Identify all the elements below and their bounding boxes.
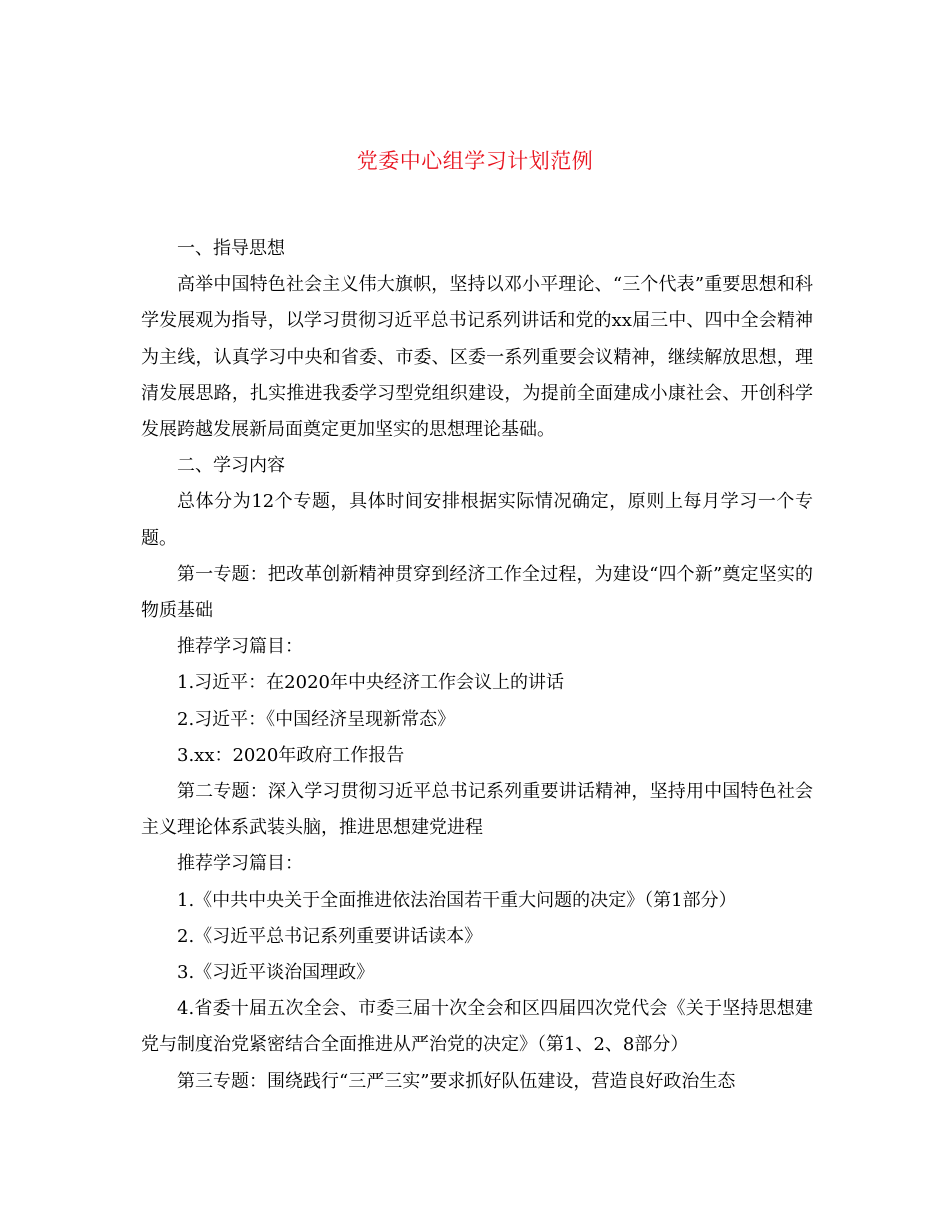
reading-item: 3.《习近平谈治国理政》	[177, 962, 375, 984]
topic-2-heading: 第二专题：深入学习贯彻习近平总书记系列重要讲话精神，坚持用中国特色社会主义理论体系武装头脑，推进思想建党进程	[141, 781, 813, 839]
paragraph-overview: 总体分为12个专题，具体时间安排根据实际情况确定，原则上每月学习一个专题。	[141, 491, 813, 549]
topic-3-heading: 第三专题：围绕践行“三严三实”要求抓好队伍建设，营造良好政治生态	[177, 1070, 736, 1092]
topic-1-heading: 第一专题：把改革创新精神贯穿到经济工作全过程，为建设“四个新”奠定坚实的物质基础	[141, 563, 813, 622]
reading-item: 3.xx：2020年政府工作报告	[177, 744, 405, 766]
reading-item: 4.省委十届五次全会、市委三届十次全会和区四届四次党代会《关于坚持思想建党与制度治党紧密结合全面推进从严治党的决定》（第1、2、8部分）	[141, 998, 813, 1056]
document-title: 党委中心组学习计划范例	[356, 149, 594, 173]
reading-item: 2.《习近平总书记系列重要讲话读本》	[177, 925, 483, 947]
reading-item: 1.习近平：在2020年中央经济工作会议上的讲话	[177, 672, 564, 694]
section-heading-study-content: 二、学习内容	[177, 455, 285, 477]
recommended-reading-label: 推荐学习篇目：	[177, 636, 303, 658]
document-body	[141, 231, 813, 1100]
section-heading-guiding-ideology: 一、指导思想	[177, 238, 285, 259]
paragraph-guiding-ideology: 高举中国特色社会主义伟大旗帜，坚持以邓小平理论、“三个代表”重要思想和科学发展观为指导，以学习贯彻习近平总书记系列讲话和党的xx届三中、四中全会精神为主线，认真学习中央和省委、市委、区委一系列重要会议精神，继续解放思想，理清发展思路，扎实推进我委学习型党组织建设，为提前全面建成小康社会、开创科学发展跨越发展新局面奠定更加坚实的思想理论基础。	[141, 274, 813, 441]
recommended-reading-label: 推荐学习篇目：	[177, 853, 303, 875]
reading-item: 2.习近平：《中国经济呈现新常态》	[177, 708, 456, 730]
reading-item: 1.《中共中央关于全面推进依法治国若干重大问题的决定》（第1部分）	[177, 889, 737, 911]
